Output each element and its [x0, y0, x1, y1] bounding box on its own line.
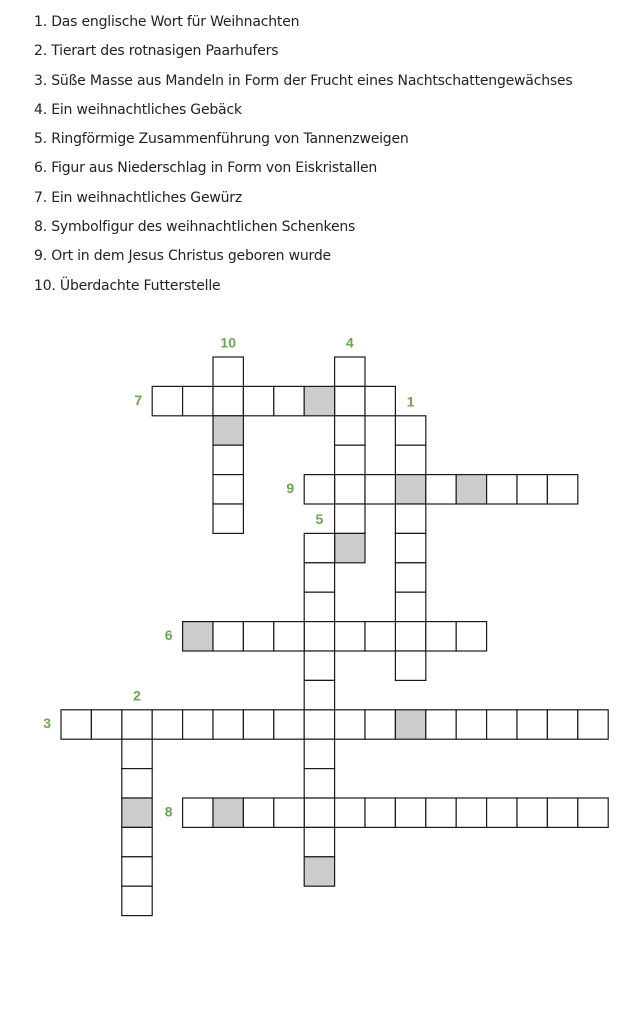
grid-cell[interactable]	[335, 475, 365, 504]
grid-cell[interactable]	[304, 622, 334, 651]
grid-cell[interactable]	[183, 798, 213, 827]
grid-cell[interactable]	[243, 710, 273, 739]
grid-cell[interactable]	[304, 827, 334, 856]
grid-cell[interactable]	[335, 622, 365, 651]
clue-3: 3. Süße Masse aus Mandeln in Form der Frucht eines Nachtschattengewächses	[34, 72, 573, 89]
grid-cell[interactable]	[487, 798, 517, 827]
grid-cell-shaded[interactable]	[213, 798, 243, 827]
grid-cell[interactable]	[395, 504, 425, 533]
clue-number-4: 4	[345, 334, 354, 351]
grid-cell[interactable]	[304, 563, 334, 592]
grid-cell[interactable]	[365, 798, 395, 827]
grid-cell[interactable]	[122, 710, 152, 739]
grid-cell-shaded[interactable]	[122, 798, 152, 827]
grid-cell[interactable]	[365, 386, 395, 415]
grid-cell-shaded[interactable]	[183, 622, 213, 651]
grid-cell[interactable]	[335, 357, 365, 386]
grid-cell[interactable]	[183, 710, 213, 739]
grid-cell[interactable]	[122, 769, 152, 798]
clue-number-10: 10	[220, 334, 236, 351]
grid-cell[interactable]	[456, 622, 486, 651]
grid-cell[interactable]	[395, 563, 425, 592]
grid-cell-shaded[interactable]	[304, 386, 334, 415]
clue-10: 10. Überdachte Futterstelle	[34, 277, 221, 294]
clue-1: 1. Das englische Wort für Weihnachten	[34, 14, 300, 30]
grid-cell-shaded[interactable]	[304, 857, 334, 886]
grid-cell[interactable]	[456, 798, 486, 827]
grid-cell[interactable]	[578, 710, 608, 739]
grid-cell[interactable]	[547, 475, 577, 504]
grid-cell[interactable]	[426, 710, 456, 739]
grid-cell[interactable]	[274, 386, 304, 415]
grid-cell[interactable]	[395, 445, 425, 474]
grid-cell[interactable]	[365, 622, 395, 651]
clue-8: 8. Symbolfigur des weihnachtlichen Schenkens	[34, 219, 356, 236]
grid-cell[interactable]	[365, 710, 395, 739]
grid-cell[interactable]	[304, 533, 334, 562]
grid-cell[interactable]	[335, 710, 365, 739]
grid-cell[interactable]	[426, 798, 456, 827]
grid-cell[interactable]	[395, 533, 425, 562]
grid-cell[interactable]	[243, 798, 273, 827]
grid-cell[interactable]	[274, 622, 304, 651]
clue-6: 6. Figur aus Niederschlag in Form von Eiskristallen	[34, 160, 378, 177]
grid-cell[interactable]	[335, 386, 365, 415]
grid-cell[interactable]	[547, 798, 577, 827]
grid-cell[interactable]	[304, 475, 334, 504]
grid-cell[interactable]	[243, 622, 273, 651]
grid-cell[interactable]	[487, 475, 517, 504]
grid-cell[interactable]	[122, 827, 152, 856]
clue-number-7: 7	[134, 391, 143, 408]
grid-cell[interactable]	[304, 651, 334, 680]
grid-cell[interactable]	[274, 710, 304, 739]
grid-cell[interactable]	[456, 710, 486, 739]
grid-cell[interactable]	[304, 798, 334, 827]
grid-cell[interactable]	[183, 386, 213, 415]
grid-cell[interactable]	[213, 504, 243, 533]
grid-cell[interactable]	[395, 622, 425, 651]
grid-cell[interactable]	[335, 445, 365, 474]
grid-cell[interactable]	[152, 386, 182, 415]
grid-cell[interactable]	[335, 798, 365, 827]
grid-cell[interactable]	[335, 504, 365, 533]
grid-cell[interactable]	[487, 710, 517, 739]
grid-cell[interactable]	[304, 680, 334, 709]
grid-cell[interactable]	[547, 710, 577, 739]
grid-cell[interactable]	[304, 710, 334, 739]
grid-cell[interactable]	[122, 739, 152, 768]
grid-cell[interactable]	[395, 416, 425, 445]
grid-cell-shaded[interactable]	[395, 475, 425, 504]
grid-cell[interactable]	[152, 710, 182, 739]
grid-cell[interactable]	[122, 886, 152, 915]
clue-number-8: 8	[164, 803, 173, 820]
grid-cell-shaded[interactable]	[213, 416, 243, 445]
clue-9: 9. Ort in dem Jesus Christus geboren wurde	[34, 248, 331, 265]
grid-cell[interactable]	[213, 622, 243, 651]
grid-cell-shaded[interactable]	[456, 475, 486, 504]
grid-cell[interactable]	[304, 769, 334, 798]
grid-cell[interactable]	[91, 710, 121, 739]
grid-cell[interactable]	[335, 416, 365, 445]
grid-cell[interactable]	[213, 445, 243, 474]
clue-5: 5. Ringförmige Zusammenführung von Tannenzweigen	[34, 131, 409, 148]
grid-cell[interactable]	[365, 475, 395, 504]
grid-cell[interactable]	[304, 592, 334, 621]
grid-cell[interactable]	[517, 710, 547, 739]
grid-cell[interactable]	[395, 651, 425, 680]
grid-cells	[61, 357, 608, 916]
grid-cell[interactable]	[517, 798, 547, 827]
clue-number-1: 1	[406, 393, 415, 410]
grid-cell[interactable]	[426, 622, 456, 651]
grid-cell[interactable]	[395, 592, 425, 621]
clue-number-2: 2	[133, 687, 141, 704]
grid-cell[interactable]	[517, 475, 547, 504]
grid-cell[interactable]	[213, 710, 243, 739]
grid-cell[interactable]	[122, 857, 152, 886]
grid-cell-shaded[interactable]	[335, 533, 365, 562]
clue-4: 4. Ein weihnachtliches Gebäck	[34, 101, 242, 118]
clue-number-5: 5	[315, 511, 324, 528]
clue-number-6: 6	[164, 627, 173, 644]
clue-2: 2. Tierart des rotnasigen Paarhufers	[34, 43, 279, 60]
grid-cell[interactable]	[243, 386, 273, 415]
grid-cell-shaded[interactable]	[395, 710, 425, 739]
grid-cell[interactable]	[213, 475, 243, 504]
clue-number-9: 9	[286, 480, 295, 497]
grid-cell[interactable]	[213, 357, 243, 386]
grid-cell[interactable]	[213, 386, 243, 415]
clue-7: 7. Ein weihnachtliches Gewürz	[34, 189, 243, 206]
grid-cell[interactable]	[304, 739, 334, 768]
grid-cell[interactable]	[61, 710, 91, 739]
grid-cell[interactable]	[395, 798, 425, 827]
grid-cell[interactable]	[426, 475, 456, 504]
grid-cell[interactable]	[578, 798, 608, 827]
clue-number-3: 3	[43, 715, 51, 732]
grid-cell[interactable]	[274, 798, 304, 827]
